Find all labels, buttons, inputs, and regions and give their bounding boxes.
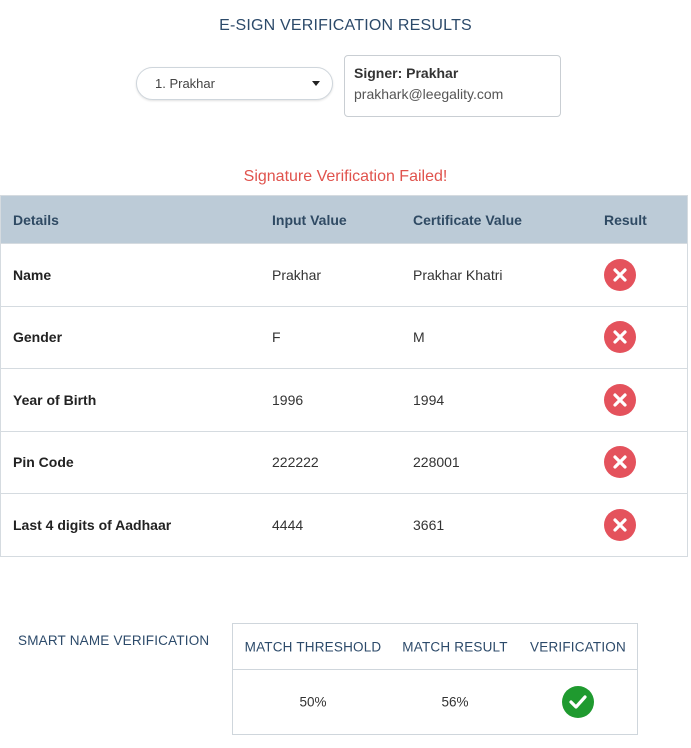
signer-email: prakhark@leegality.com bbox=[354, 86, 504, 102]
chevron-down-icon bbox=[312, 81, 320, 86]
page-title: E-SIGN VERIFICATION RESULTS bbox=[219, 17, 472, 34]
header-certificate-value: Certificate Value bbox=[413, 211, 522, 228]
row-detail: Year of Birth bbox=[13, 391, 97, 408]
row-certificate: M bbox=[413, 329, 425, 346]
table-header bbox=[1, 196, 687, 243]
smart-table-row bbox=[233, 670, 637, 734]
row-detail: Name bbox=[13, 266, 52, 283]
check-icon bbox=[562, 686, 594, 718]
header-verification: VERIFICATION bbox=[530, 639, 626, 654]
row-certificate: Prakhar Khatri bbox=[413, 266, 503, 283]
row-input: F bbox=[272, 329, 281, 346]
fail-icon bbox=[604, 446, 636, 478]
signer-name: Signer: Prakhar bbox=[354, 65, 459, 81]
fail-icon bbox=[604, 509, 636, 541]
header-match-result: MATCH RESULT bbox=[402, 639, 508, 654]
table-row bbox=[1, 368, 687, 431]
row-input: 4444 bbox=[272, 516, 304, 533]
row-detail: Last 4 digits of Aadhaar bbox=[13, 516, 172, 533]
signer-dropdown[interactable] bbox=[136, 67, 333, 100]
table-row bbox=[1, 431, 687, 494]
fail-icon bbox=[604, 259, 636, 291]
signer-dropdown-value: 1. Prakhar bbox=[155, 76, 215, 91]
header-match-threshold: MATCH THRESHOLD bbox=[244, 639, 382, 654]
table-row bbox=[1, 243, 687, 306]
row-certificate: 3661 bbox=[413, 516, 445, 533]
smart-name-verification-title: SMART NAME VERIFICATION bbox=[18, 633, 210, 648]
header-result: Result bbox=[604, 211, 647, 228]
signer-info-card bbox=[344, 55, 561, 117]
verification-table bbox=[0, 195, 688, 557]
table-row bbox=[1, 306, 687, 369]
row-certificate: 1994 bbox=[413, 391, 445, 408]
row-input: 1996 bbox=[272, 391, 304, 408]
match-result-value: 56% bbox=[441, 694, 469, 710]
fail-icon bbox=[604, 321, 636, 353]
smart-table-header bbox=[233, 624, 637, 670]
row-detail: Pin Code bbox=[13, 454, 74, 471]
verification-status: Signature Verification Failed! bbox=[243, 168, 448, 185]
row-input: 222222 bbox=[272, 454, 319, 471]
header-details: Details bbox=[13, 211, 59, 228]
row-detail: Gender bbox=[13, 329, 63, 346]
match-threshold-value: 50% bbox=[299, 694, 327, 710]
row-input: Prakhar bbox=[272, 266, 322, 283]
smart-name-verification-table bbox=[232, 623, 638, 735]
row-certificate: 228001 bbox=[413, 454, 460, 471]
fail-icon bbox=[604, 384, 636, 416]
header-input-value: Input Value bbox=[272, 211, 347, 228]
table-row bbox=[1, 493, 687, 556]
